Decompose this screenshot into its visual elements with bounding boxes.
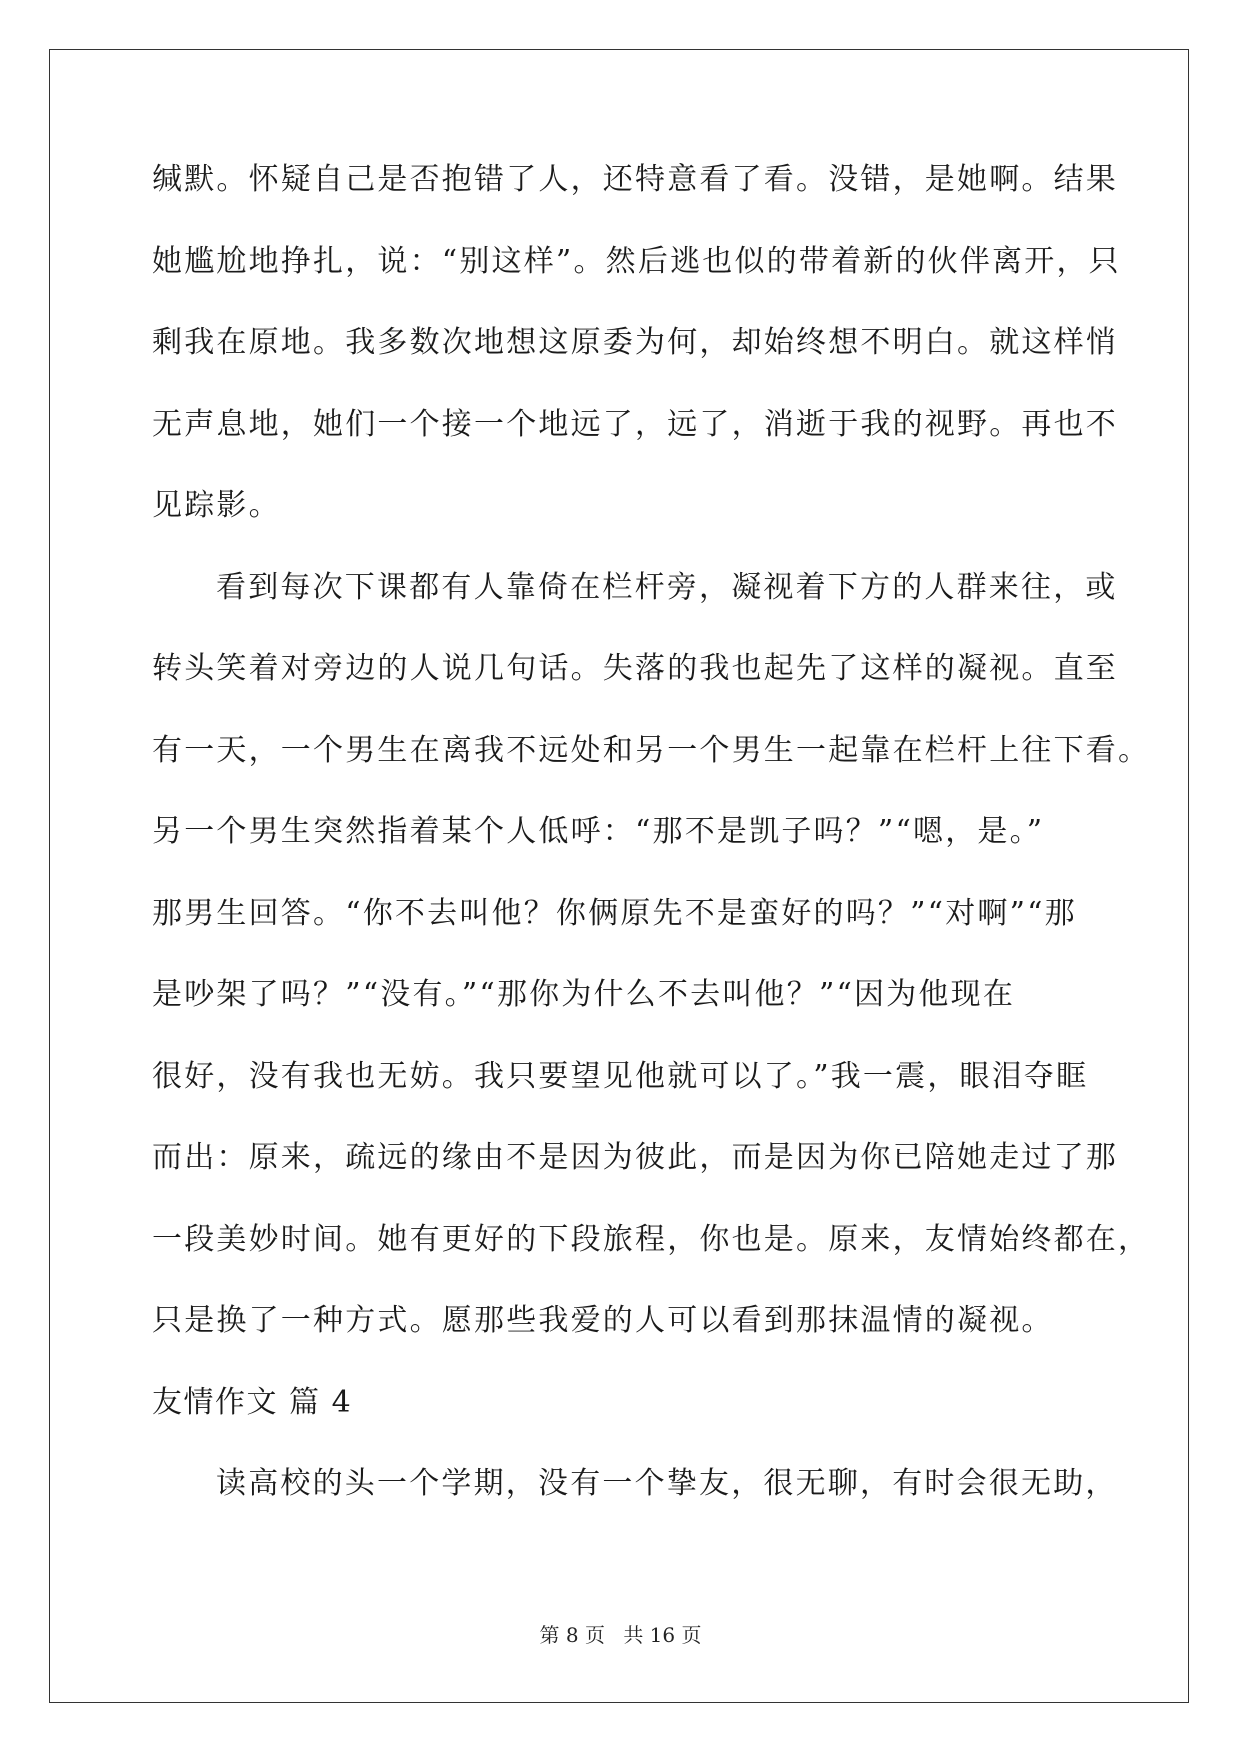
text-line: 缄默。怀疑自己是否抱错了人，还特意看了看。没错，是她啊。结果 (152, 162, 1118, 197)
page-number: 第 8 页 (539, 1623, 605, 1647)
text-line: 剩我在原地。我多数次地想这原委为何，却始终想不明白。就这样悄 (152, 325, 1118, 360)
paragraph-start-line: 读高校的头一个学期，没有一个挚友，很无聊，有时会很无助， (216, 1466, 1118, 1501)
text-line: 另一个男生突然指着某个人低呼：“那不是凯子吗？”“嗯，是。” (152, 814, 1045, 849)
page-footer (0, 1622, 1241, 1648)
text-line: 是吵架了吗？”“没有。”“那你为什么不去叫他？”“因为他现在 (152, 977, 1016, 1012)
text-line: 很好，没有我也无妨。我只要望见他就可以了。”我一震，眼泪夺眶 (152, 1058, 1089, 1094)
text-line: 见踪影。 (152, 488, 281, 523)
text-line: 只是换了一种方式。愿那些我爱的人可以看到那抹温情的凝视。 (152, 1303, 1054, 1338)
page-total: 共 16 页 (623, 1623, 702, 1647)
text-line: 转头笑着对旁边的人说几句话。失落的我也起先了这样的凝视。直至 (152, 651, 1118, 686)
text-line: 一段美妙时间。她有更好的下段旅程，你也是。原来，友情始终都在， (152, 1221, 1151, 1257)
document-body (152, 160, 1151, 1546)
paragraph-start-line: 看到每次下课都有人靠倚在栏杆旁，凝视着下方的人群来往，或 (216, 569, 1118, 605)
text-line: 而出：原来，疏远的缘由不是因为彼此，而是因为你已陪她走过了那 (152, 1140, 1118, 1175)
text-line: 无声息地，她们一个接一个地远了，远了，消逝于我的视野。再也不 (152, 406, 1118, 442)
text-line: 有一天，一个男生在离我不远处和另一个男生一起靠在栏杆上往下看。 (152, 732, 1151, 768)
text-line: 那男生回答。“你不去叫他？你俩原先不是蛮好的吗？”“对啊”“那 (152, 895, 1077, 931)
section-heading: 友情作文 篇 4 (152, 1384, 353, 1420)
text-line: 她尴尬地挣扎，说：“别这样”。然后逃也似的带着新的伙伴离开，只 (152, 243, 1121, 279)
